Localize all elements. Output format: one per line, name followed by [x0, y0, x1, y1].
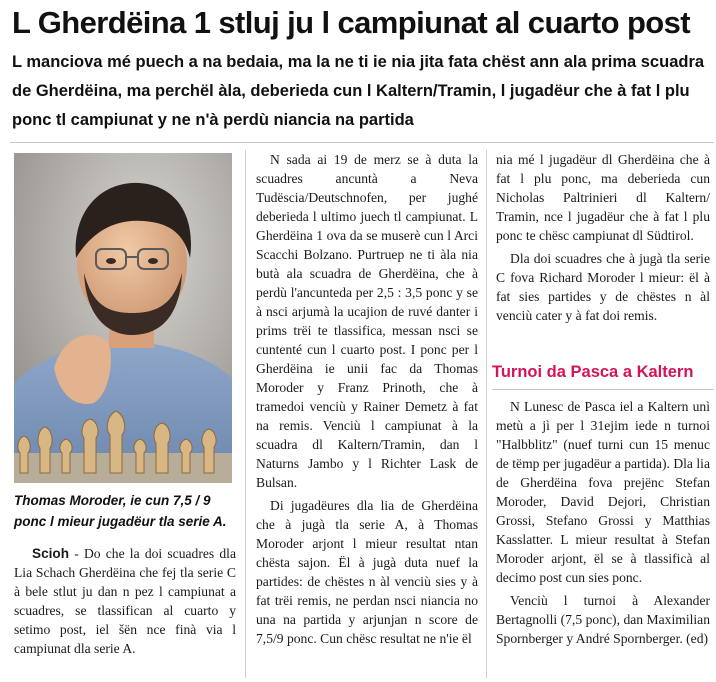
column-3 [496, 150, 710, 325]
chess-player-illustration [14, 153, 232, 483]
subheading [492, 361, 714, 390]
column-3-paragraph-1: nia mé l jugadëur dl Gherdëina che à fat l plu ponc, ma deberieda cun Nicholas Paltrinieri dl Kaltern/ Tramin, nce l jugadëur che à fat l plu ponc te chësc campiunat dl Südtirol. [496, 152, 710, 243]
column-3-paragraph-2: Dla doi scuadres che à jugà tla serie C fova Richard Moroder l mieur: ël à fat sies partides y de chëstes n àl venciù cater y à fat doi remis. [496, 251, 710, 323]
headline: L Gherdëina 1 stluj ju l campiunat al cuarto post [12, 5, 690, 40]
header-divider [10, 142, 714, 143]
column-2-paragraph-2: Di jugadëures dla lia de Gherdëina che à jugà tla serie A, à Thomas Moroder arjont l mieur resultat ntan chësta sajon. Ël à jugà duta nuef la partides: de chëstes n àl venciù sies y à fat trëi remis, ne perdan nsci niancia no una na partida y arjunjan n score de 7,5/9 ponc. Cun chësc resultat ne n'ie ël [256, 498, 478, 646]
column-2 [256, 150, 478, 648]
column-divider-2 [486, 150, 487, 678]
second-article-paragraph-1: N Lunesc de Pasca iel a Kaltern unì metù a jì per l 31ejim iede n turnoi "Halbblitz" (nuef turni cun 15 menuc de tëmp per jugadëur a partida). Dla lia de Gherdëina fova prejënc Stefan Moroder, David Dejori, Christian Grossi, Stefano Grossi y Matthias Kasslatter. L mieur resultat à Stefan Moroder arjont, ël se à tlassificà al decimo post cun sies ponc. [496, 399, 710, 585]
column-divider-1 [245, 150, 246, 678]
column-1-text: - Do che la doi scuadres dla Lia Schach Gherdëina che fej tla serie C à bele stlut ju dan n pez l campiunat a scuadres, se tlassifican al cuarto y setimo post, iel šën nce finà via l campiunat dla serie A. [14, 546, 236, 656]
photo-caption: Thomas Moroder, ie cun 7,5 / 9 ponc l mieur jugadëur tla serie A. [14, 493, 227, 529]
column-2-paragraph-1: N sada ai 19 de merz se à duta la scuadres ancuntà a Neva Tudëscia/Deutschnofen, per jughé deberieda l ultimo juech tl campiunat. L Gherdëina 1 ova da se muserè cun l Arci Scacchi Bolzano. Purtruep ne ti àla nia butà ala scuadra de Gherdëina, che à perdù l'ancunteda per 2,5 : 3,5 ponc y se à nsci arjumà la ucajion de ruvé danter i prims trëi te tlassifica, messan nsci se cuntenté cun l cuarto post. I ponc per l Gherdëina ie unii fac da Thomas Moroder y Franz Prinoth, che à tramedoi venciù y Rainer Demetz à fat na remis. Venciù l campiunat à la scuadra dl Kaltern/Tramin, dan l Naturns Jambo y l Richter Lask de Bulsan. [256, 152, 478, 490]
photo-chess-player [14, 153, 232, 483]
column-1 [14, 544, 236, 658]
column-3-second-article [496, 397, 710, 648]
subheading-text: Turnoi da Pasca a Kaltern [492, 363, 694, 381]
lead-paragraph: L manciova mé puech a na bedaia, ma la ne ti ie nia jita fata chëst ann ala prima scuadra de Gherdëina, ma perchël àla, deberieda cun l Kaltern/Tramin, l jugadëur che à fat l plu ponc tl campiunat y ne n'à perdù niancia na partida [12, 53, 705, 129]
second-article-paragraph-2: Venciù l turnoi à Alexander Bertagnolli (7,5 ponc), dan Maximilian Spornberger y André Spornberger. (ed) [496, 593, 710, 646]
article-kicker: Scioh [32, 546, 70, 561]
